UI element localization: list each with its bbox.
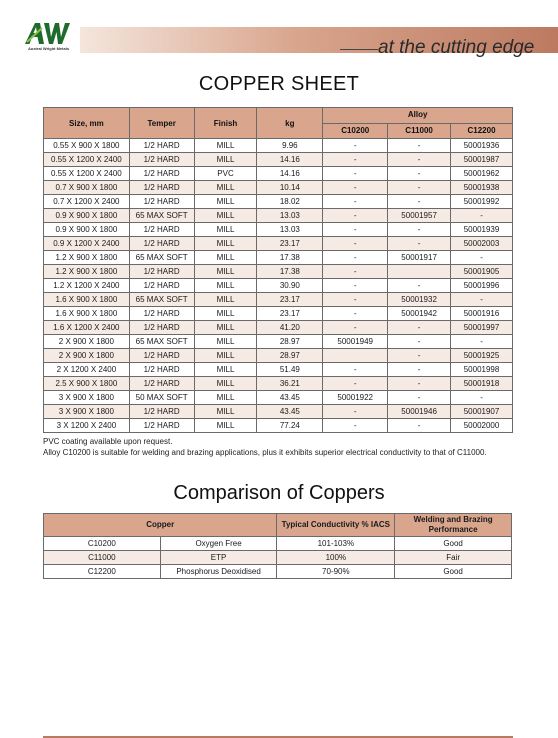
cell-kg: 14.16 [257,167,323,181]
cell-c12200: - [451,293,513,307]
table-row [44,565,512,579]
cell-finish: MILL [194,153,257,167]
cell-c11000: - [388,153,451,167]
cell-kg: 30.90 [257,279,323,293]
cell-size: 3 X 900 X 1800 [44,391,130,405]
cell-c10200: - [323,265,388,279]
company-logo [22,20,72,54]
cell-size: 0.7 X 1200 X 2400 [44,195,130,209]
table-row [44,551,512,565]
cell-size: 0.7 X 900 X 1800 [44,181,130,195]
cell-c10200: - [323,195,388,209]
cell-c10200: - [323,181,388,195]
cell-c12200: 50001962 [451,167,513,181]
cell-c10200: - [323,293,388,307]
header-c10200: C10200 [323,123,388,139]
header-alloy: Alloy [323,108,513,124]
table-row [44,265,513,279]
header-size: Size, mm [44,108,130,139]
comparison-rows [44,537,512,579]
table-row [44,349,513,363]
cell-c10200 [323,349,388,363]
header-c12200: C12200 [451,123,513,139]
cell-kg: 14.16 [257,153,323,167]
cell-temper: 1/2 HARD [129,223,194,237]
cell-c10200: - [323,237,388,251]
cell-finish: MILL [194,363,257,377]
cell-temper: 1/2 HARD [129,349,194,363]
table-row [44,223,513,237]
table-row [44,167,513,181]
logo-mark-icon [22,20,72,46]
cell-temper: 1/2 HARD [129,321,194,335]
cell-c10200: - [323,279,388,293]
cell-c10200: - [323,321,388,335]
cell-temper: 1/2 HARD [129,377,194,391]
cell-c12200: - [451,391,513,405]
cell-finish: MILL [194,265,257,279]
header-kg: kg [257,108,323,139]
cell-size: 1.2 X 900 X 1800 [44,251,130,265]
cell-temper: 1/2 HARD [129,307,194,321]
cell-conductivity: 101-103% [277,537,395,551]
cell-alloy: C12200 [44,565,161,579]
cell-alloy: C11000 [44,551,161,565]
cell-c12200: 50002003 [451,237,513,251]
table-row [44,307,513,321]
table-row [44,279,513,293]
cell-c10200: - [323,405,388,419]
cell-finish: MILL [194,237,257,251]
cell-kg: 28.97 [257,335,323,349]
cell-c11000: - [388,391,451,405]
cell-c12200: 50001925 [451,349,513,363]
cell-size: 2 X 1200 X 2400 [44,363,130,377]
cell-c10200: - [323,307,388,321]
cell-finish: MILL [194,293,257,307]
cell-kg: 43.45 [257,405,323,419]
header-temper: Temper [129,108,194,139]
cell-size: 1.2 X 1200 X 2400 [44,279,130,293]
cell-c11000: - [388,181,451,195]
cell-size: 2 X 900 X 1800 [44,335,130,349]
cell-c11000 [388,265,451,279]
logo-text: Austral Wright Metals [28,46,70,51]
cell-temper: 65 MAX SOFT [129,335,194,349]
cell-finish: MILL [194,139,257,153]
cell-temper: 50 MAX SOFT [129,391,194,405]
cell-c11000: - [388,139,451,153]
table-row [44,181,513,195]
cell-type: Oxygen Free [160,537,277,551]
cell-c10200: - [323,209,388,223]
cell-c12200: 50001987 [451,153,513,167]
table-row [44,419,513,433]
comparison-title: Comparison of Coppers [173,482,385,504]
cell-c12200: 50001918 [451,377,513,391]
table-row [44,537,512,551]
cell-temper: 65 MAX SOFT [129,293,194,307]
cell-c12200: 50001938 [451,181,513,195]
cell-temper: 1/2 HARD [129,405,194,419]
cell-kg: 41.20 [257,321,323,335]
header-finish: Finish [194,108,257,139]
table-row [44,237,513,251]
cell-size: 0.9 X 900 X 1800 [44,209,130,223]
tagline-rule [340,49,378,50]
cell-c12200: 50001998 [451,363,513,377]
cell-c11000: - [388,167,451,181]
note-c10200: Alloy C10200 is suitable for welding and brazing applications, plus it exhibits superior electrical conductivity to that of C11000. [43,448,487,457]
cell-size: 1.6 X 900 X 1800 [44,307,130,321]
cell-finish: MILL [194,279,257,293]
cell-finish: MILL [194,209,257,223]
cell-kg: 18.02 [257,195,323,209]
cell-temper: 1/2 HARD [129,195,194,209]
cell-c12200: - [451,251,513,265]
cell-kg: 13.03 [257,223,323,237]
cell-c11000: - [388,223,451,237]
cell-type: ETP [160,551,277,565]
cell-c12200: 50001905 [451,265,513,279]
cell-c11000: - [388,237,451,251]
cell-c11000: - [388,419,451,433]
cell-alloy: C10200 [44,537,161,551]
cell-c12200: 50001907 [451,405,513,419]
cell-c12200: - [451,209,513,223]
note-pvc: PVC coating available upon request. [43,437,173,446]
cell-c11000: 50001942 [388,307,451,321]
cell-c12200: 50001996 [451,279,513,293]
table-row [44,335,513,349]
cell-c10200: - [323,139,388,153]
cell-c11000: 50001957 [388,209,451,223]
table-row [44,363,513,377]
header-conductivity: Typical Conductivity % IACS [277,514,395,537]
cell-finish: MILL [194,181,257,195]
cell-size: 1.6 X 1200 X 2400 [44,321,130,335]
tagline: at the cutting edge [378,37,535,58]
table-row [44,377,513,391]
header-copper: Copper [44,514,277,537]
cell-finish: MILL [194,349,257,363]
cell-kg: 23.17 [257,237,323,251]
table-row [44,251,513,265]
table-row [44,195,513,209]
cell-finish: MILL [194,405,257,419]
cell-size: 3 X 900 X 1800 [44,405,130,419]
cell-temper: 1/2 HARD [129,419,194,433]
cell-c11000: - [388,349,451,363]
cell-c11000: 50001946 [388,405,451,419]
table-row [44,405,513,419]
cell-kg: 23.17 [257,307,323,321]
cell-c10200: - [323,153,388,167]
cell-c10200: - [323,251,388,265]
cell-finish: PVC [194,167,257,181]
table-row [44,321,513,335]
cell-finish: MILL [194,335,257,349]
cell-size: 3 X 1200 X 2400 [44,419,130,433]
cell-conductivity: 70-90% [277,565,395,579]
cell-finish: MILL [194,223,257,237]
cell-temper: 1/2 HARD [129,167,194,181]
cell-kg: 9.96 [257,139,323,153]
cell-size: 1.2 X 900 X 1800 [44,265,130,279]
cell-temper: 1/2 HARD [129,363,194,377]
cell-welding: Good [395,537,512,551]
cell-temper: 1/2 HARD [129,181,194,195]
cell-c12200: 50001992 [451,195,513,209]
cell-c12200: 50001997 [451,321,513,335]
cell-size: 1.6 X 900 X 1800 [44,293,130,307]
cell-c11000: - [388,377,451,391]
cell-finish: MILL [194,321,257,335]
table-row [44,209,513,223]
cell-kg: 10.14 [257,181,323,195]
table-row [44,391,513,405]
cell-size: 0.55 X 1200 X 2400 [44,153,130,167]
cell-c12200: 50001936 [451,139,513,153]
cell-kg: 17.38 [257,265,323,279]
cell-c11000: - [388,321,451,335]
cell-c12200: 50001916 [451,307,513,321]
header-c11000: C11000 [388,123,451,139]
cell-welding: Good [395,565,512,579]
cell-temper: 1/2 HARD [129,279,194,293]
cell-finish: MILL [194,251,257,265]
cell-finish: MILL [194,391,257,405]
cell-c11000: - [388,335,451,349]
cell-type: Phosphorus Deoxidised [160,565,277,579]
table-row [44,293,513,307]
cell-c11000: - [388,195,451,209]
cell-c12200: - [451,335,513,349]
cell-c10200: - [323,223,388,237]
cell-c11000: 50001932 [388,293,451,307]
copper-sheet-table [43,107,513,433]
cell-kg: 43.45 [257,391,323,405]
cell-size: 0.55 X 900 X 1800 [44,139,130,153]
cell-c11000: 50001917 [388,251,451,265]
table-row [44,153,513,167]
cell-c10200: - [323,419,388,433]
sheet-rows [44,139,513,433]
cell-temper: 1/2 HARD [129,237,194,251]
cell-kg: 36.21 [257,377,323,391]
cell-temper: 1/2 HARD [129,265,194,279]
cell-c10200: 50001949 [323,335,388,349]
cell-kg: 28.97 [257,349,323,363]
cell-size: 2.5 X 900 X 1800 [44,377,130,391]
cell-size: 0.55 X 1200 X 2400 [44,167,130,181]
cell-kg: 17.38 [257,251,323,265]
header-welding: Welding and Brazing Performance [395,514,512,537]
cell-c10200: 50001922 [323,391,388,405]
cell-c10200: - [323,167,388,181]
cell-c10200: - [323,377,388,391]
cell-finish: MILL [194,195,257,209]
page-title: COPPER SHEET [198,73,360,95]
cell-size: 0.9 X 900 X 1800 [44,223,130,237]
table-row [44,139,513,153]
cell-finish: MILL [194,307,257,321]
cell-size: 2 X 900 X 1800 [44,349,130,363]
cell-c12200: 50002000 [451,419,513,433]
cell-kg: 23.17 [257,293,323,307]
cell-c12200: 50001939 [451,223,513,237]
cell-finish: MILL [194,377,257,391]
comparison-table [43,513,512,579]
cell-temper: 65 MAX SOFT [129,209,194,223]
cell-size: 0.9 X 1200 X 2400 [44,237,130,251]
cell-kg: 77.24 [257,419,323,433]
cell-c11000: - [388,363,451,377]
cell-c11000: - [388,279,451,293]
cell-welding: Fair [395,551,512,565]
cell-temper: 1/2 HARD [129,139,194,153]
cell-temper: 1/2 HARD [129,153,194,167]
cell-kg: 13.03 [257,209,323,223]
cell-finish: MILL [194,419,257,433]
cell-c10200: - [323,363,388,377]
cell-temper: 65 MAX SOFT [129,251,194,265]
cell-kg: 51.49 [257,363,323,377]
cell-conductivity: 100% [277,551,395,565]
